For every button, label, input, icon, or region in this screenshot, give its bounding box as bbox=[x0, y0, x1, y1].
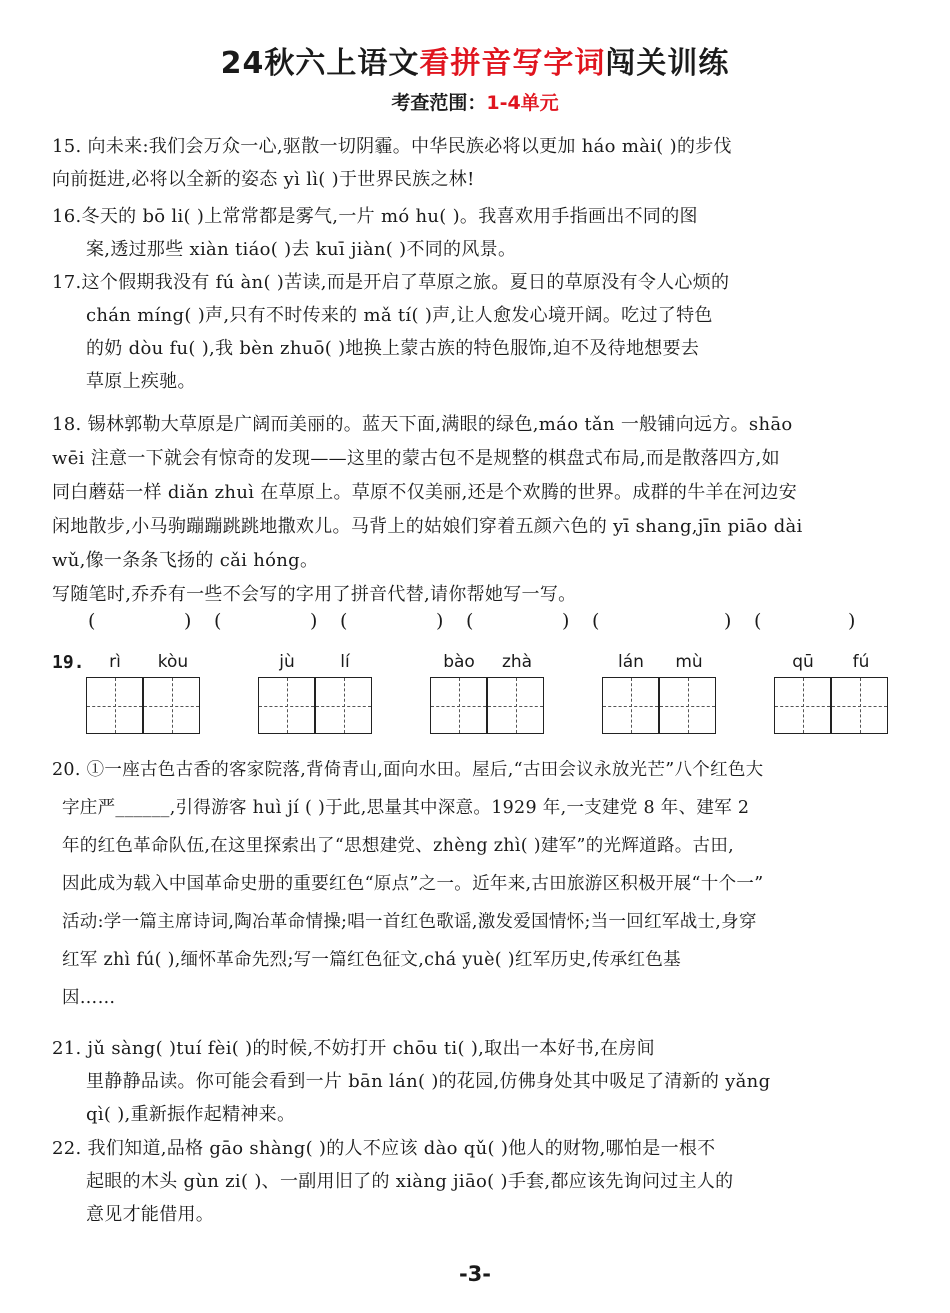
writing-box[interactable] bbox=[143, 677, 200, 734]
q20-line-4: 因此成为载入中国革命史册的重要红色“原点”之一。近年来,古田旅游区积极开展“十个一” bbox=[62, 874, 764, 894]
title-part-2: 闯关训练 bbox=[605, 46, 730, 81]
answer-blank-close[interactable]: ) bbox=[310, 610, 318, 632]
q18-line-4: 闲地散步,小马驹蹦蹦跳跳地撒欢儿。马背上的姑娘们穿着五颜六色的 yī shang,jīn piāo dài bbox=[52, 516, 803, 537]
pinyin-label: qū bbox=[792, 652, 814, 672]
answer-blank-open[interactable]: ( bbox=[592, 610, 600, 632]
writing-box[interactable] bbox=[315, 677, 372, 734]
writing-box[interactable] bbox=[659, 677, 716, 734]
answer-blank-close[interactable]: ) bbox=[724, 610, 732, 632]
question-19-number: 19. bbox=[52, 652, 85, 673]
q18-line-6: 写随笔时,乔乔有一些不会写的字用了拼音代替,请你帮她写一写。 bbox=[52, 584, 577, 605]
answer-blank-open[interactable]: ( bbox=[466, 610, 474, 632]
question-20 bbox=[52, 752, 763, 1018]
answer-blank-open[interactable]: ( bbox=[214, 610, 222, 632]
tianzige-group bbox=[258, 652, 374, 734]
tianzige-group bbox=[430, 652, 546, 734]
q18-line-2: wēi 注意一下就会有惊奇的发现——这里的蒙古包不是规整的棋盘式布局,而是散落四方,如 bbox=[52, 448, 780, 469]
writing-box[interactable] bbox=[602, 677, 659, 734]
q17-line-4: 草原上疾驰。 bbox=[86, 371, 196, 392]
q20-line-7: 因…… bbox=[62, 988, 116, 1008]
page-title bbox=[0, 38, 950, 82]
question-22 bbox=[52, 1132, 733, 1231]
q22-line-2: 起眼的木头 gùn zi( )、一副用旧了的 xiàng jiāo( )手套,都应该先询问过主人的 bbox=[86, 1171, 734, 1192]
question-16 bbox=[52, 200, 698, 266]
writing-box[interactable] bbox=[430, 677, 487, 734]
q18-line-3: 同白蘑菇一样 diǎn zhuì 在草原上。草原不仅美丽,还是个欢腾的世界。成群的牛羊在河边安 bbox=[52, 482, 798, 503]
q22-line-1: 22. 我们知道,品格 gāo shàng( )的人不应该 dào qǔ( )他人的财物,哪怕是一根不 bbox=[52, 1138, 716, 1159]
page-number: -3- bbox=[458, 1262, 492, 1286]
question-17 bbox=[52, 266, 729, 398]
q20-line-2: 字庄严______,引得游客 huì jí ( )于此,思量其中深意。1929 年,一支建党 8 年、建军 2 bbox=[62, 798, 750, 818]
q22-line-3: 意见才能借用。 bbox=[86, 1204, 215, 1225]
q17-line-1: 17.这个假期我没有 fú àn( )苦读,而是开启了草原之旅。夏日的草原没有令人心烦的 bbox=[52, 272, 730, 293]
writing-box[interactable] bbox=[774, 677, 831, 734]
pinyin-label: rì bbox=[109, 652, 121, 672]
range-subtitle bbox=[0, 88, 950, 115]
answer-blank-close[interactable]: ) bbox=[848, 610, 856, 632]
q18-answer-row bbox=[88, 610, 868, 640]
pinyin-label: mù bbox=[675, 652, 703, 672]
answer-blank-close[interactable]: ) bbox=[184, 610, 192, 632]
tianzige-group bbox=[774, 652, 890, 734]
q21-line-1: 21. jǔ sàng( )tuí fèi( )的时候,不妨打开 chōu ti( ),取出一本好书,在房间 bbox=[52, 1038, 655, 1059]
q20-line-1: 20. ①一座古色古香的客家院落,背倚青山,面向水田。屋后,“古田会议永放光芒”八个红色大 bbox=[52, 760, 764, 780]
answer-blank-open[interactable]: ( bbox=[754, 610, 762, 632]
question-21 bbox=[52, 1032, 770, 1131]
answer-blank-open[interactable]: ( bbox=[340, 610, 348, 632]
q17-line-2: chán míng( )声,只有不时传来的 mǎ tí( )声,让人愈发心境开阔。吃过了特色 bbox=[86, 305, 713, 326]
q20-line-5: 活动:学一篇主席诗词,陶冶革命情操;唱一首红色歌谣,激发爱国情怀;当一回红军战士,身穿 bbox=[62, 912, 757, 932]
q21-line-3: qì( ),重新振作起精神来。 bbox=[86, 1104, 296, 1125]
question-18 bbox=[52, 408, 803, 612]
range-value: 1-4单元 bbox=[486, 92, 559, 114]
pinyin-label: lí bbox=[340, 652, 350, 672]
q20-line-6: 红军 zhì fú( ),缅怀革命先烈;写一篇红色征文,chá yuè( )红军历史,传承红色基 bbox=[62, 950, 681, 970]
q15-line-2: 向前挺进,必将以全新的姿态 yì lì( )于世界民族之林! bbox=[52, 169, 475, 190]
pinyin-label: zhà bbox=[501, 652, 533, 672]
range-label: 考查范围： bbox=[391, 92, 487, 114]
q17-line-3: 的奶 dòu fu( ),我 bèn zhuō( )地换上蒙古族的特色服饰,迫不及待地想要去 bbox=[86, 338, 700, 359]
q21-line-2: 里静静品读。你可能会看到一片 bān lán( )的花园,仿佛身处其中吸足了清新的 yǎng bbox=[86, 1071, 771, 1092]
pinyin-label: bào bbox=[443, 652, 475, 672]
q18-line-5: wǔ,像一条条飞扬的 cǎi hóng。 bbox=[52, 550, 319, 571]
title-highlight: 看拼音写字词 bbox=[419, 46, 606, 81]
tianzige-group bbox=[602, 652, 718, 734]
writing-box[interactable] bbox=[258, 677, 315, 734]
answer-blank-close[interactable]: ) bbox=[562, 610, 570, 632]
answer-blank-close[interactable]: ) bbox=[436, 610, 444, 632]
answer-blank-open[interactable]: ( bbox=[88, 610, 96, 632]
question-15 bbox=[52, 130, 732, 196]
pinyin-label: kòu bbox=[157, 652, 189, 672]
writing-box[interactable] bbox=[487, 677, 544, 734]
q16-line-2: 案,透过那些 xiàn tiáo( )去 kuī jiàn( )不同的风景。 bbox=[86, 239, 517, 260]
tianzige-group bbox=[86, 652, 202, 734]
q16-line-1: 16.冬天的 bō li( )上常常都是雾气,一片 mó hu( )。我喜欢用手指画出不同的图 bbox=[52, 206, 698, 227]
pinyin-label: jù bbox=[279, 652, 295, 672]
pinyin-label: lán bbox=[618, 652, 644, 672]
pinyin-label: fú bbox=[852, 652, 870, 672]
q20-line-3: 年的红色革命队伍,在这里探索出了“思想建党、zhèng zhì( )建军”的光辉道路。古田, bbox=[62, 836, 735, 856]
title-part-1: 24秋六上语文 bbox=[220, 46, 420, 81]
writing-box[interactable] bbox=[86, 677, 143, 734]
writing-box[interactable] bbox=[831, 677, 888, 734]
q15-line-1: 15. 向未来:我们会万众一心,驱散一切阴霾。中华民族必将以更加 háo mài( )的步伐 bbox=[52, 136, 732, 157]
q18-line-1: 18. 锡林郭勒大草原是广阔而美丽的。蓝天下面,满眼的绿色,máo tǎn 一般铺向远方。shāo bbox=[52, 414, 793, 435]
